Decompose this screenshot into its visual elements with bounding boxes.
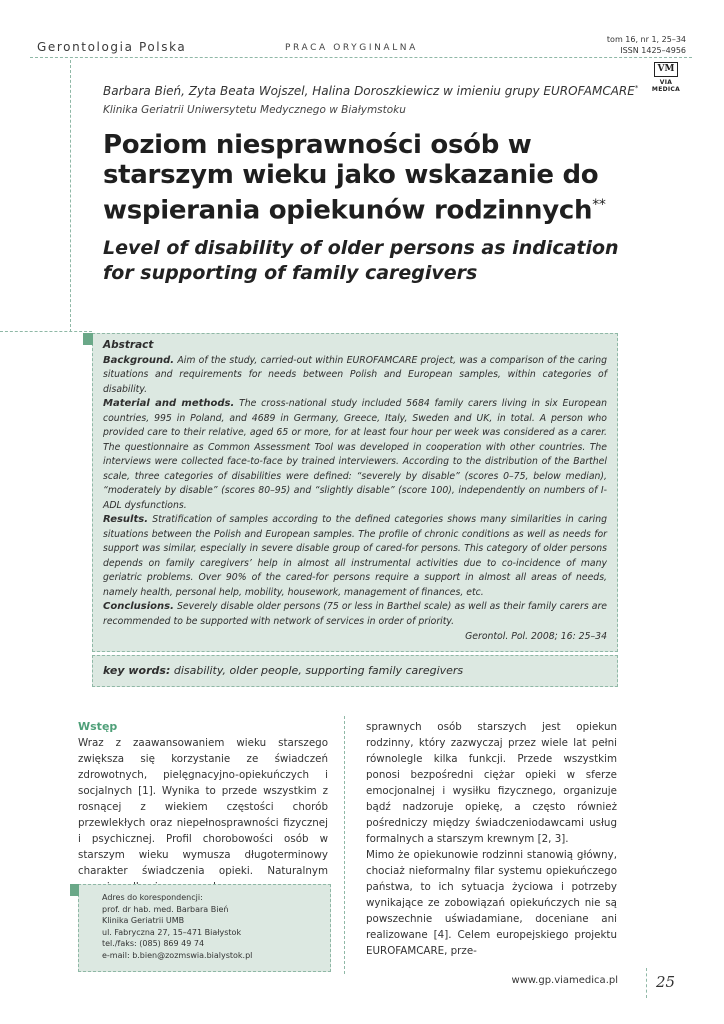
body-column-left <box>78 719 328 895</box>
conclusions-label: Conclusions. <box>103 601 174 612</box>
body-paragraph: Wraz z zaawansowaniem wieku starszego zwiększa się korzystanie ze świadczeń zdrowotnych, pielęgnacyjno-opiekuńczych i socjalnych [1]. Wynika to przede wszystkim z rosnącej z wiekiem częstości chorób przewlekłych oraz niepełnosprawności fizycznej i psychicznej. Profil chorobowości osób w starszym wieku wymusza długoterminowy charakter świadczenia opieki. Naturalnym <box>78 737 328 877</box>
logo-text: VIA MEDICA <box>651 79 681 93</box>
footer-divider <box>646 968 647 998</box>
title-footnote-mark: ** <box>592 197 606 213</box>
corr-line: tel./faks: (085) 869 49 74 <box>102 939 205 948</box>
body-column-right <box>366 719 617 959</box>
conclusions-text: Severely disable older persons (75 or less in Barthel scale) as well as their family carers are recommended to be supported with network of services in order of priority. <box>103 601 607 627</box>
corr-email[interactable]: e-mail: b.bien@zozmswia.bialystok.pl <box>102 950 253 960</box>
authors-footnote-mark: * <box>634 84 639 92</box>
results-text: Stratification of samples according to the defined categories shows many similarities in caring situations between the Polish and European samples. The profile of chronic conditions as well as needs for support was similar, especially in severe disable group of cared-for persons. This category of older persons depends on family caregivers’ help in almost all instrumental activities due to co-incidence of many geriatric problems. Over 90% of the cared-for persons require a support in almost all areas of needs, namely health, personal help, mobility, housework, management of finances, etc. <box>103 514 607 598</box>
correspondence <box>102 892 252 961</box>
header-divider <box>30 57 692 58</box>
footer-url[interactable]: www.gp.viamedica.pl <box>511 975 618 986</box>
column-divider <box>344 716 345 974</box>
keywords-text: disability, older people, supporting family caregivers <box>173 664 464 677</box>
authors-text: Barbara Bień, Zyta Beata Wojszel, Halina Doroszkiewicz w imieniu grupy EUROFAMCARE <box>103 84 635 98</box>
authors <box>103 84 638 98</box>
page-number: 25 <box>656 973 676 991</box>
section-heading: Wstęp <box>78 720 118 733</box>
article-title <box>103 130 623 226</box>
section-label: PRACA ORYGINALNA <box>285 43 418 53</box>
abstract-methods <box>103 397 607 513</box>
results-label: Results. <box>103 514 149 525</box>
left-horizontal-dashed-rule <box>0 331 92 332</box>
abstract-background <box>103 354 607 398</box>
abstract-heading: Abstract <box>103 339 154 351</box>
issn-line: ISSN 1425–4956 <box>620 46 686 55</box>
body-paragraph: sprawnych osób starszych jest opiekun rodzinny, który zazwyczaj przez wiele lat pełni równolegle kilka funkcji. Przede wszystkim ponosi bezpośredni ciężar opieki w sferze emocjonalnej i wysiłku fizycznego, organizuje bądź nadzoruje opiekę, a często również pośredniczy między świadczeniodawcami usług formalnych a starszym krewnym [2, 3]. <box>366 721 617 845</box>
article-subtitle: Level of disability of older persons as indication for supporting of family caregivers <box>103 237 619 284</box>
corr-line: ul. Fabryczna 27, 15–471 Białystok <box>102 927 242 937</box>
abstract-results <box>103 513 607 600</box>
journal-name: Gerontologia Polska <box>37 40 187 54</box>
abstract <box>103 338 607 645</box>
corr-line: prof. dr hab. med. Barbara Bień <box>102 904 229 914</box>
keywords-label: key words: <box>103 664 171 677</box>
background-text: Aim of the study, carried-out within EUROFAMCARE project, was a comparison of the caring situations and requirements for needs between Polish and European samples, within categories of disability. <box>103 354 607 395</box>
body-paragraph: Mimo że opiekunowie rodzinni stanowią główny, chociaż nieformalny filar systemu opiekuńczego państwa, to ich sytuacja życiowa i potrzeby wynikające ze zobowiązań opiekuńczych nie są powszechnie uświadamiane, doceniane ani realizowane [4]. Celem europejskiego projektu EUROFAMCARE, prze- <box>366 849 617 957</box>
corr-line: Adres do korespondencji: <box>102 893 203 902</box>
publisher-logo <box>648 62 684 93</box>
corr-line: Klinika Geriatrii UMB <box>102 916 185 925</box>
methods-label: Material and methods. <box>103 398 235 409</box>
keywords <box>103 664 463 677</box>
affiliation: Klinika Geriatrii Uniwersytetu Medycznego w Białymstoku <box>103 104 406 116</box>
correspondence-marker <box>70 884 79 896</box>
background-label: Background. <box>103 354 175 366</box>
logo-mark: VM <box>654 62 678 77</box>
volume-line: tom 16, nr 1, 25–34 <box>606 35 686 44</box>
abstract-marker <box>83 333 93 345</box>
left-dashed-rule <box>70 60 71 332</box>
volume-info <box>607 34 686 56</box>
abstract-citation: Gerontol. Pol. 2008; 16: 25–34 <box>465 631 607 642</box>
methods-text: The cross-national study included 5684 family carers living in six European countries, 995 in Poland, and 4689 in Germany, Greece, Italy, Sweden and UK, in total. A person who provided care to their relative, aged 65 or more, for at least four hour per week was considered as a carer. The questionnaire as Common Assessment Tool was developed in cooperation with other countries. The interviews were collected face-to-face by trained interviewers. According to the distribution of the Barthel scale, three categories of disabilities were defined: “severely by disable” (scores 0–75, below median), “moderately by disable” (scores 80–95) and “slightly disable” (score 100), independently on numbers of I-ADL dysfunctions. <box>103 398 607 511</box>
abstract-conclusions <box>103 600 607 629</box>
article-title-text: Poziom niesprawności osób w starszym wieku jako wskazanie do wspierania opiekunów rodzinnych <box>103 130 599 226</box>
